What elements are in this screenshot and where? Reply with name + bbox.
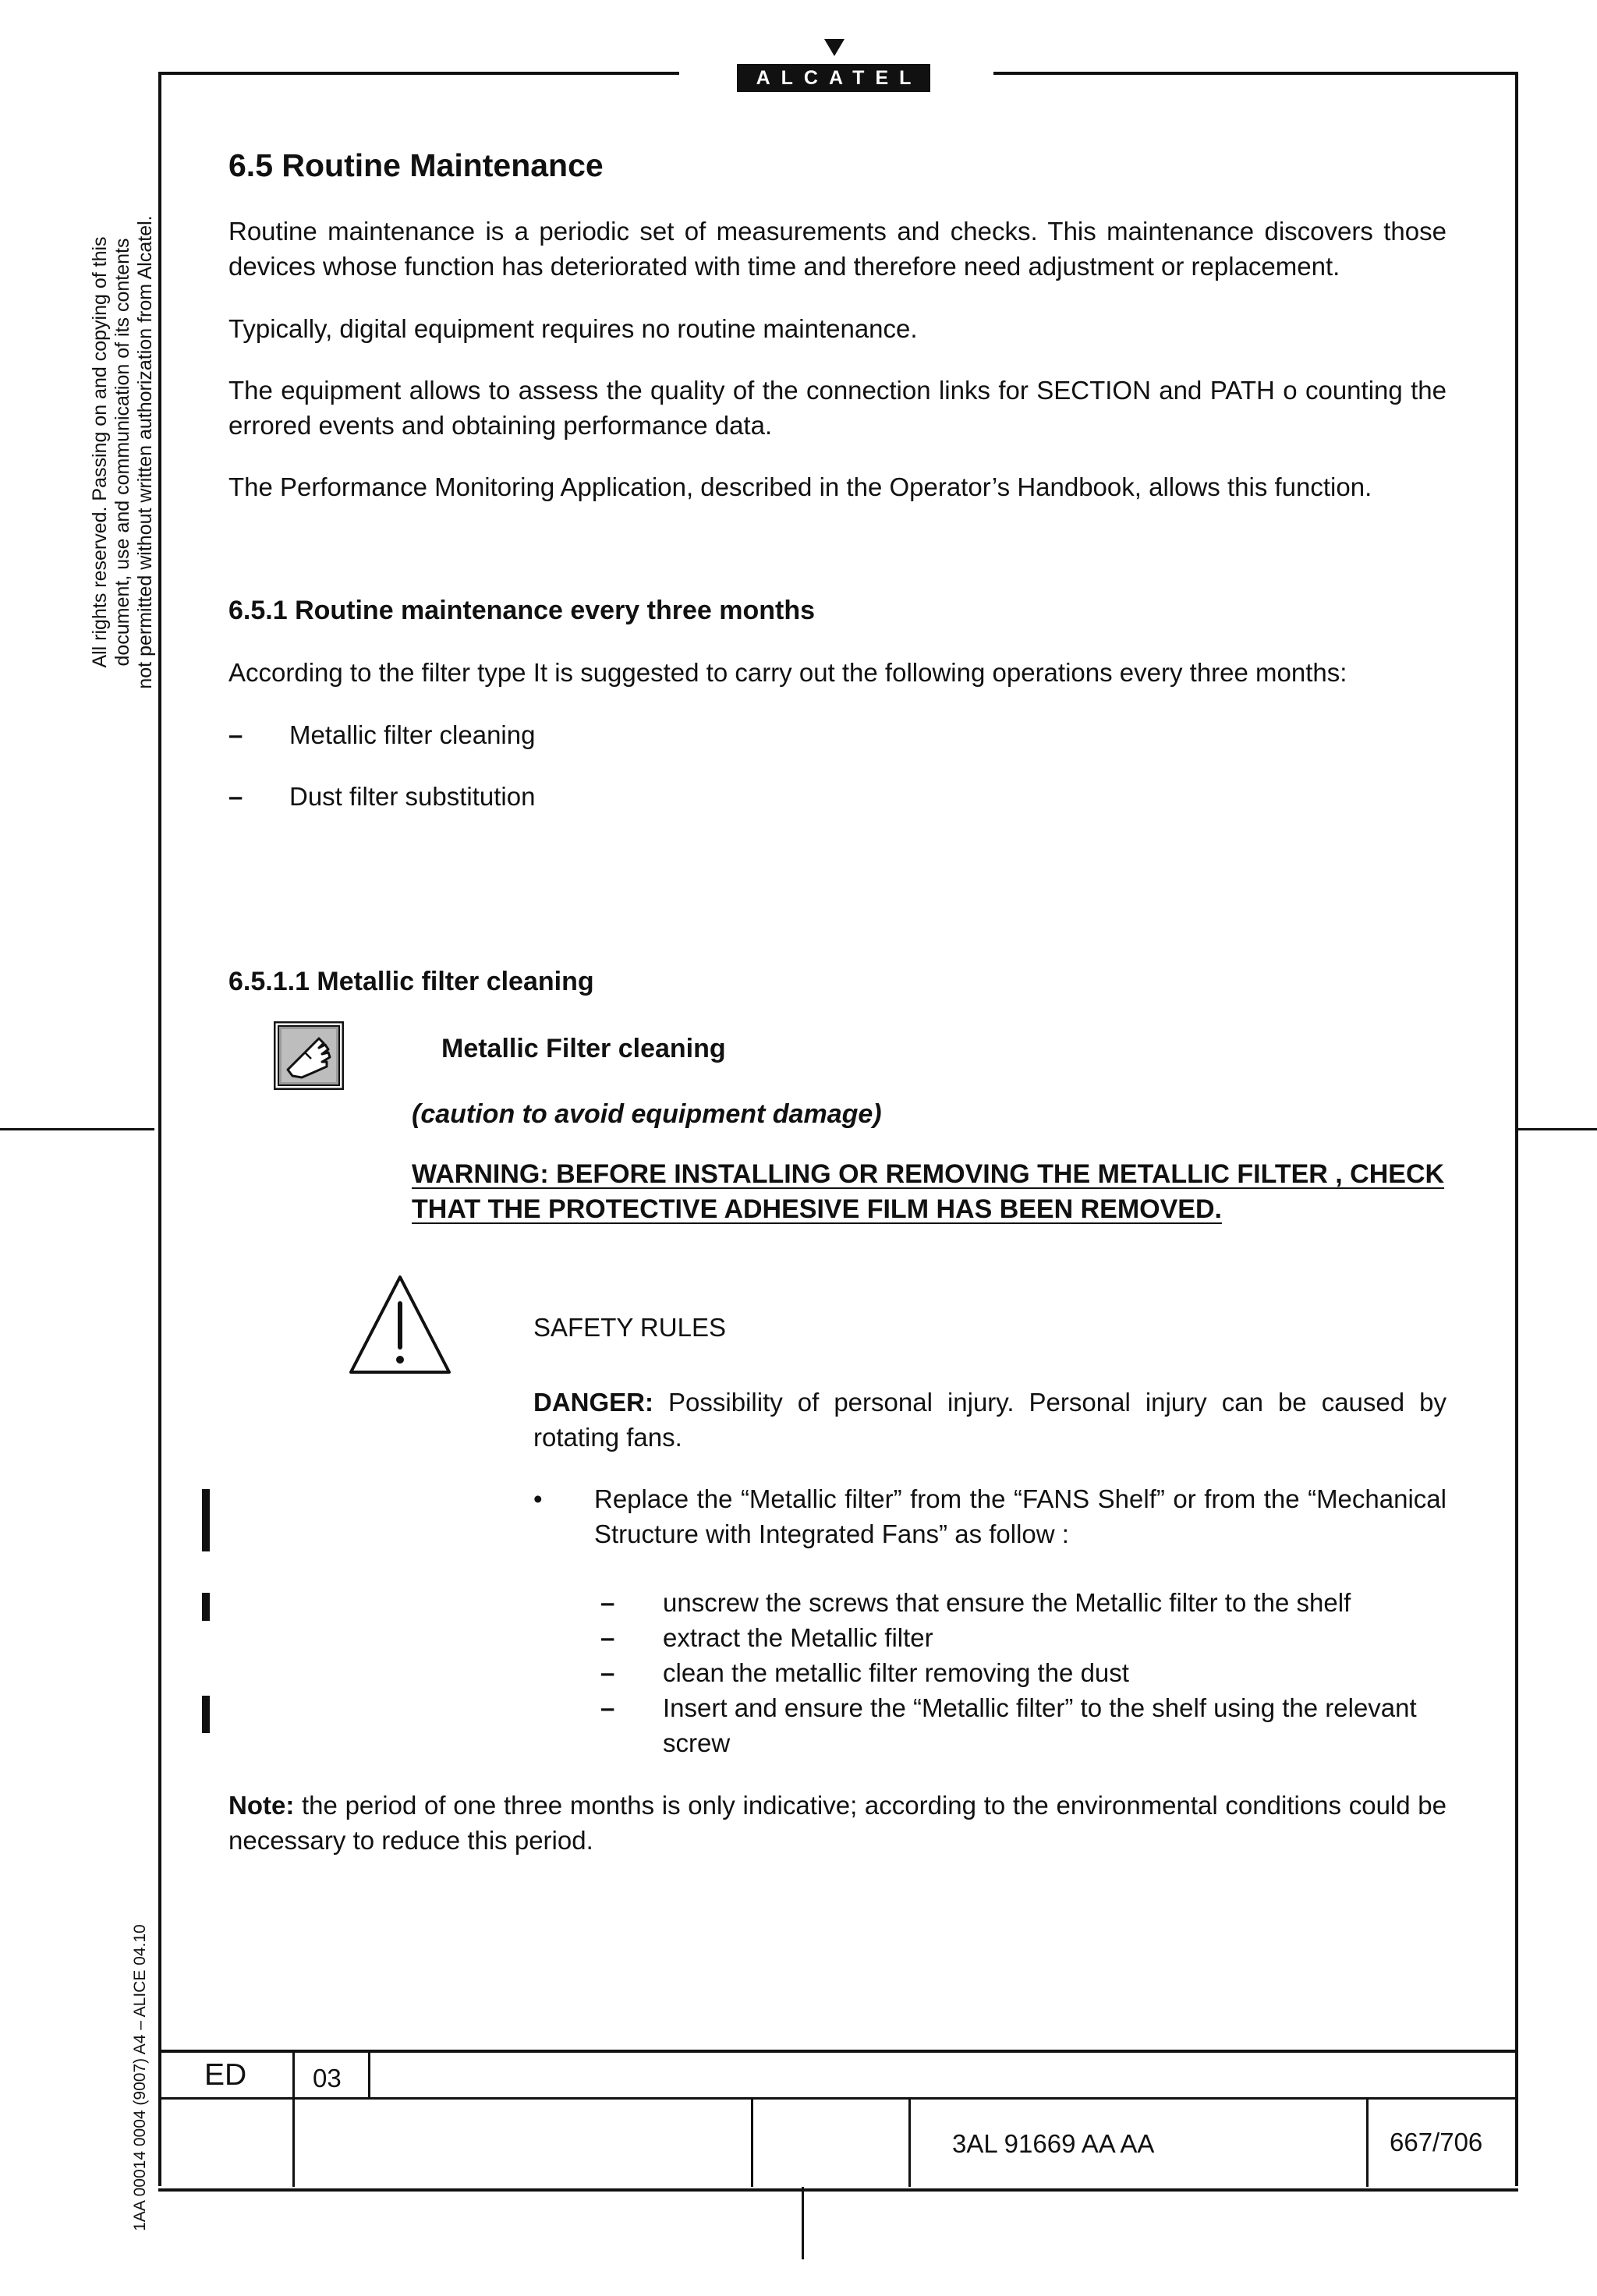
dash-marker: – <box>600 1693 615 1722</box>
list-item <box>228 717 535 752</box>
step-item <box>600 1620 1447 1655</box>
paragraph: The Performance Monitoring Application, described in the Operator’s Handbook, allows this function. <box>228 472 1372 501</box>
step-text: unscrew the screws that ensure the Metallic filter to the shelf <box>663 1588 1351 1617</box>
step-text: clean the metallic filter removing the dust <box>663 1658 1129 1687</box>
fold-mark-left <box>0 1128 154 1130</box>
copyright-line: not permitted without written authorization from Alcatel. <box>134 215 156 689</box>
step-text: Insert and ensure the “Metallic filter” to the shelf using the relevant screw <box>663 1693 1417 1757</box>
paragraph: Routine maintenance is a periodic set of measurements and checks. This maintenance discovers those devices whose function has deteriorated with time and therefore need adjustment or replacement. <box>228 217 1447 281</box>
subsection-title: 6.5.1 Routine maintenance every three months <box>228 596 816 625</box>
dash-marker: – <box>600 1623 615 1652</box>
copyright-line: All rights reserved. Passing on and copying of this <box>89 236 111 668</box>
footer-divider <box>751 2097 753 2187</box>
footer-divider <box>908 2097 911 2187</box>
logo-arrow-icon <box>824 39 845 56</box>
bullet-item <box>533 1481 1447 1551</box>
footer-fold-mark <box>802 2187 804 2259</box>
danger-text <box>533 1385 1447 1455</box>
note-description: the period of one three months is only indicative; according to the environmental conditions could be necessary to reduce this period. <box>228 1791 1447 1855</box>
frame-top-border-left <box>158 72 679 75</box>
warning-triangle-icon <box>348 1272 452 1377</box>
company-logo: ALCATEL <box>737 64 930 92</box>
footer-divider <box>1366 2097 1369 2187</box>
list-item <box>228 779 535 814</box>
bullet-marker: • <box>533 1484 543 1513</box>
steps-list <box>600 1585 1447 1760</box>
step-item <box>600 1585 1447 1620</box>
step-item <box>600 1655 1447 1690</box>
danger-label: DANGER: <box>533 1388 653 1417</box>
dash-marker: – <box>228 782 243 811</box>
step-item <box>600 1690 1447 1760</box>
warning-text-content: WARNING: BEFORE INSTALLING OR REMOVING THE METALLIC FILTER , CHECK THAT THE PROTECTIVE ADHESIVE FILM HAS BEEN REMOVED. <box>412 1159 1445 1224</box>
safety-rules-title: SAFETY RULES <box>533 1313 726 1342</box>
footer-divider <box>292 2050 295 2187</box>
step-text: extract the Metallic filter <box>663 1623 933 1652</box>
document-number: 3AL 91669 AA AA <box>952 2129 1155 2158</box>
note-label: Note: <box>228 1791 295 1820</box>
list-item-text: Dust filter substitution <box>289 782 536 811</box>
footer-divider <box>158 2097 1518 2100</box>
caution-box-title: Metallic Filter cleaning <box>441 1034 726 1063</box>
subsubsection-title: 6.5.1.1 Metallic filter cleaning <box>228 967 594 996</box>
paragraph: The equipment allows to assess the quality of the connection links for SECTION and PATH o counting the errored events and obtaining performance data. <box>228 376 1447 440</box>
hand-caution-icon <box>274 1021 344 1090</box>
revision-bar <box>202 1593 210 1621</box>
dash-marker: – <box>228 720 243 749</box>
revision-bar <box>202 1489 210 1551</box>
footer-divider <box>368 2050 370 2099</box>
footer-table <box>158 2050 1518 2192</box>
edition-number: 03 <box>313 2064 342 2093</box>
page-number: 667/706 <box>1390 2128 1483 2156</box>
frame-top-border-right <box>993 72 1518 75</box>
caution-text: (caution to avoid equipment damage) <box>412 1099 882 1129</box>
edition-label: ED <box>204 2058 247 2092</box>
paragraph: Typically, digital equipment requires no routine maintenance. <box>228 314 918 343</box>
note-text <box>228 1788 1447 1858</box>
fold-mark-right <box>1518 1128 1597 1130</box>
revision-bar <box>202 1696 210 1733</box>
warning-text <box>412 1157 1447 1227</box>
bullet-text: Replace the “Metallic filter” from the “FANS Shelf” or from the “Mechanical Structure with Integrated Fans” as follow : <box>594 1484 1447 1548</box>
form-code: 1AA 00014 0004 (9007) A4 – ALICE 04.10 <box>131 1924 149 2231</box>
dash-marker: – <box>600 1588 615 1617</box>
danger-description: Possibility of personal injury. Personal injury can be caused by rotating fans. <box>533 1388 1447 1452</box>
dash-marker: – <box>600 1658 615 1687</box>
copyright-line: document, use and communication of its contents <box>112 238 133 667</box>
list-item-text: Metallic filter cleaning <box>289 720 536 749</box>
section-title: 6.5 Routine Maintenance <box>228 147 604 183</box>
subsection-intro: According to the filter type It is suggested to carry out the following operations every three months: <box>228 658 1347 687</box>
copyright-notice <box>89 0 164 920</box>
